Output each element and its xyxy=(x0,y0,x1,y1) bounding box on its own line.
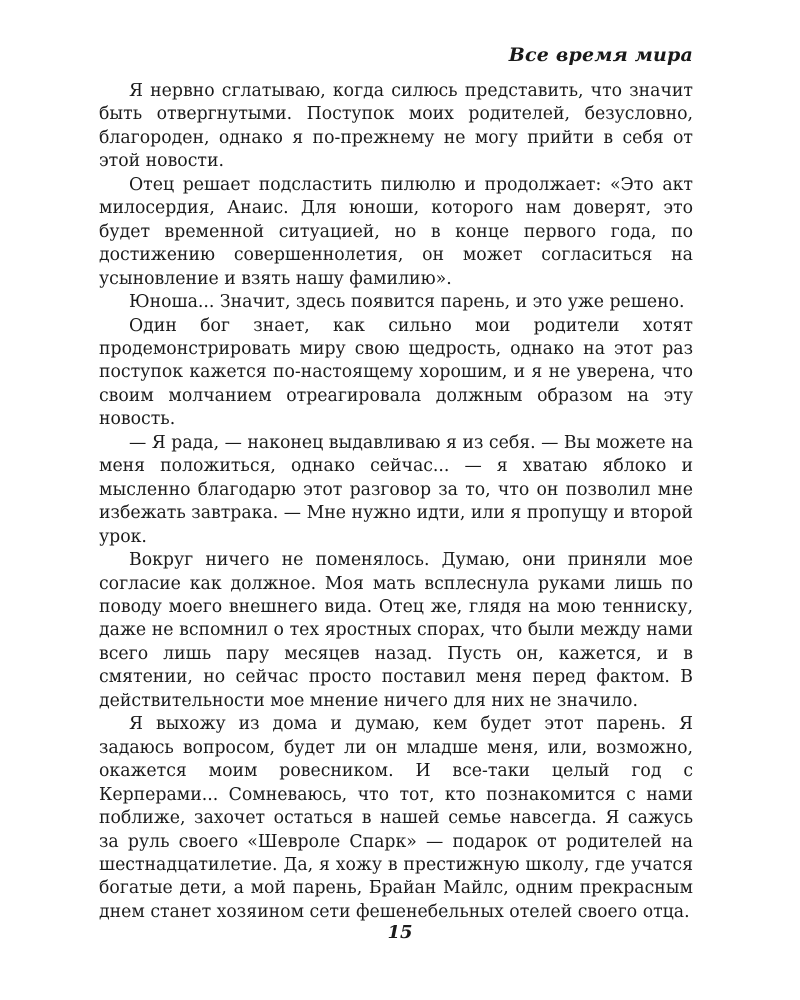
paragraph: Один бог знает, как сильно мои родители хотят продемонстрировать миру свою щедрость, однако на этот раз поступок кажется по-настоящему хорошим, и я не уверена, что своим молчанием отреагировала должным образом на эту новость. xyxy=(99,315,693,430)
page-body-text xyxy=(99,80,693,924)
paragraph: Отец решает подсластить пилюлю и продолжает: «Это акт милосердия, Анаис. Для юноши, которого нам доверят, это будет временной ситуацией, но в конце первого года, по достижению совершеннолетия, он может согласиться на усыновление и взять нашу фамилию». xyxy=(99,174,693,289)
page-number: 15 xyxy=(387,922,413,943)
running-title: Все время мира xyxy=(508,44,693,66)
paragraph: Я нервно сглатываю, когда силюсь представить, что значит быть отвергнутыми. Поступок моих родителей, безусловно, благороден, однако я по-прежнему не могу прийти в себя от этой новости. xyxy=(99,81,693,172)
paragraph: — Я рада, — наконец выдавливаю я из себя. — Вы можете на меня положиться, однако сейчас... — я хватаю яблоко и мысленно благодарю этот разговор за то, что он позволил мне избежать завтрака. — Мне нужно идти, или я пропущу и второй урок. xyxy=(99,432,693,547)
paragraph: Юноша... Значит, здесь появится парень, и это уже решено. xyxy=(129,292,685,313)
paragraph: Я выхожу из дома и думаю, кем будет этот парень. Я задаюсь вопросом, будет ли он младше меня, или, возможно, окажется моим ровесником. И все-таки целый год с Керперами... Сомневаюсь, что тот, кто познакомится с нами поближе, захочет остаться в нашей семье навсегда. Я сажусь за руль своего «Шевроле Спарк» — подарок от родителей на шестнадцатилетие. Да, я хожу в престижную школу, где учатся богатые дети, а мой парень, Брайан Майлс, одним прекрасным днем станет хозяином сети фешенебельных отелей своего отца. xyxy=(99,714,693,922)
paragraph: Вокруг ничего не поменялось. Думаю, они приняли мое согласие как должное. Моя мать всплеснула руками лишь по поводу моего внешнего вида. Отец же, глядя на мою тенниску, даже не вспомнил о тех яростных спорах, что были между нами всего лишь пару месяцев назад. Пусть он, кажется, и в смятении, но сейчас просто поставил меня перед фактом. В действительности мое мнение ничего для них не значило. xyxy=(99,550,693,711)
